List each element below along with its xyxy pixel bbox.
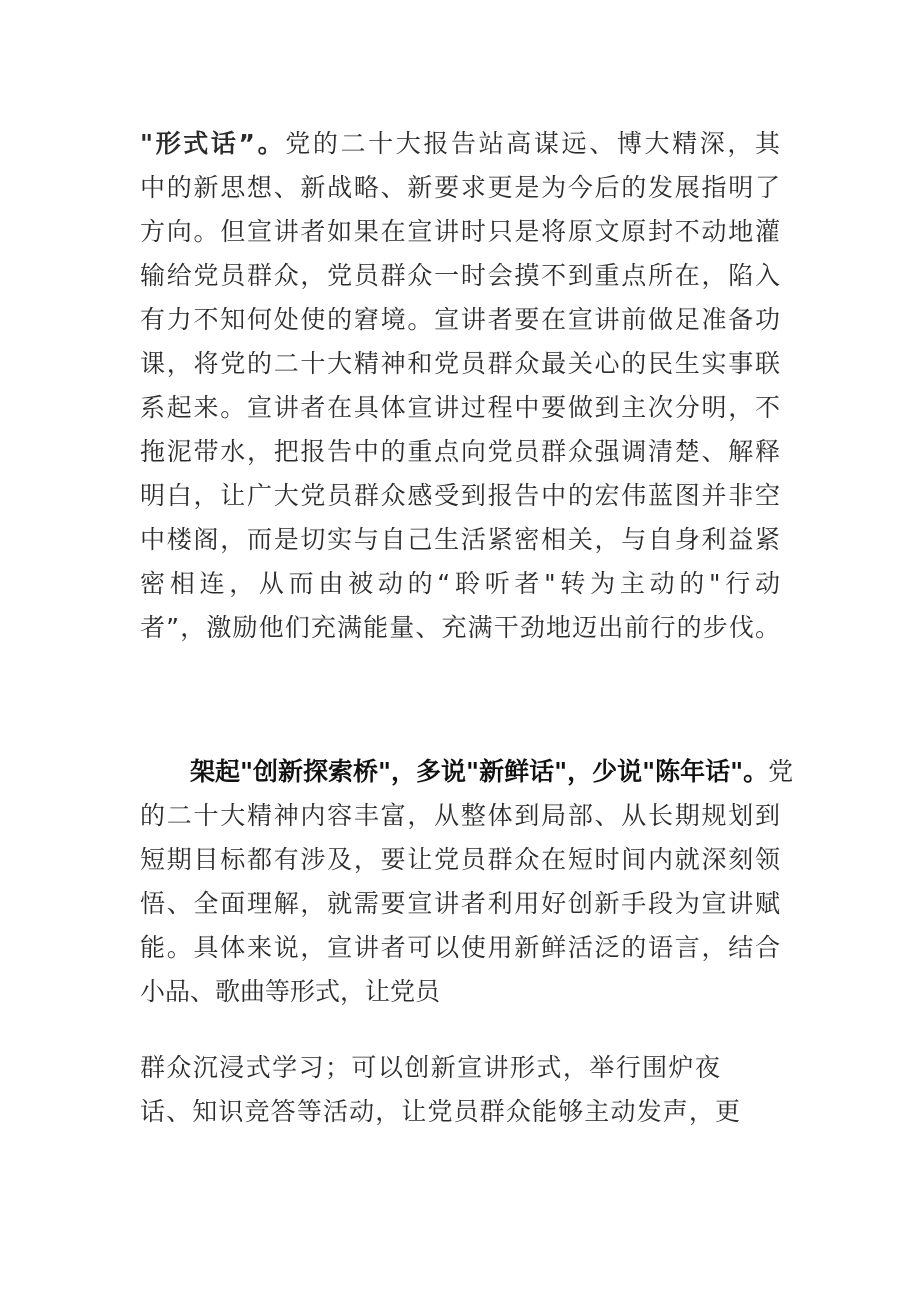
paragraph-line: 话、知识竞答等活动，让党员群众能够主动发声，更 <box>140 1097 740 1126</box>
paragraph-line: 中的新思想、新战略、新要求更是为今后的发展指明了 <box>140 173 780 202</box>
paragraph-heading: "形式话”。 <box>140 129 286 158</box>
paragraph-line: 架起"创新探索桥"，多说"新鲜话"，少说"陈年话"。党 <box>190 757 794 786</box>
paragraph-line: 悟、全面理解，就需要宣讲者利用好创新手段为宣讲赋 <box>140 889 780 918</box>
paragraph-line: 中楼阁，而是切实与自己生活紧密相关，与自身利益紧 <box>140 525 780 554</box>
paragraph-line: 密相连，从而由被动的“聆听者"转为主动的"行动 <box>140 569 780 598</box>
paragraph-line: 能。具体来说，宣讲者可以使用新鲜活泛的语言，结合 <box>140 933 780 962</box>
paragraph-line: 群众沉浸式学习；可以创新宣讲形式，举行围炉夜 <box>140 1053 720 1082</box>
paragraph-line: 有力不知何处使的窘境。宣讲者要在宣讲前做足准备功 <box>140 305 780 334</box>
paragraph-line: 拖泥带水，把报告中的重点向党员群众强调清楚、解释 <box>140 437 780 466</box>
paragraph-heading: 架起"创新探索桥"，多说"新鲜话"，少说"陈年话"。 <box>190 757 769 786</box>
paragraph-line: "形式话”。党的二十大报告站高谋远、博大精深，其 <box>140 129 780 158</box>
paragraph-line: 明白，让广大党员群众感受到报告中的宏伟蓝图并非空 <box>140 481 780 510</box>
paragraph-line: 输给党员群众，党员群众一时会摸不到重点所在，陷入 <box>140 261 780 290</box>
paragraph-line: 课，将党的二十大精神和党员群众最关心的民生实事联 <box>140 349 780 378</box>
paragraph-line: 的二十大精神内容丰富，从整体到局部、从长期规划到 <box>140 801 780 830</box>
paragraph-line: 方向。但宣讲者如果在宣讲时只是将原文原封不动地灌 <box>140 217 780 246</box>
paragraph-line: 者”，激励他们充满能量、充满干劲地迈出前行的步伐。 <box>140 613 780 642</box>
paragraph-line: 系起来。宣讲者在具体宣讲过程中要做到主次分明，不 <box>140 393 780 422</box>
paragraph-line: 短期目标都有涉及，要让党员群众在短时间内就深刻领 <box>140 845 780 874</box>
paragraph-line: 小品、歌曲等形式，让党员 <box>140 977 441 1006</box>
